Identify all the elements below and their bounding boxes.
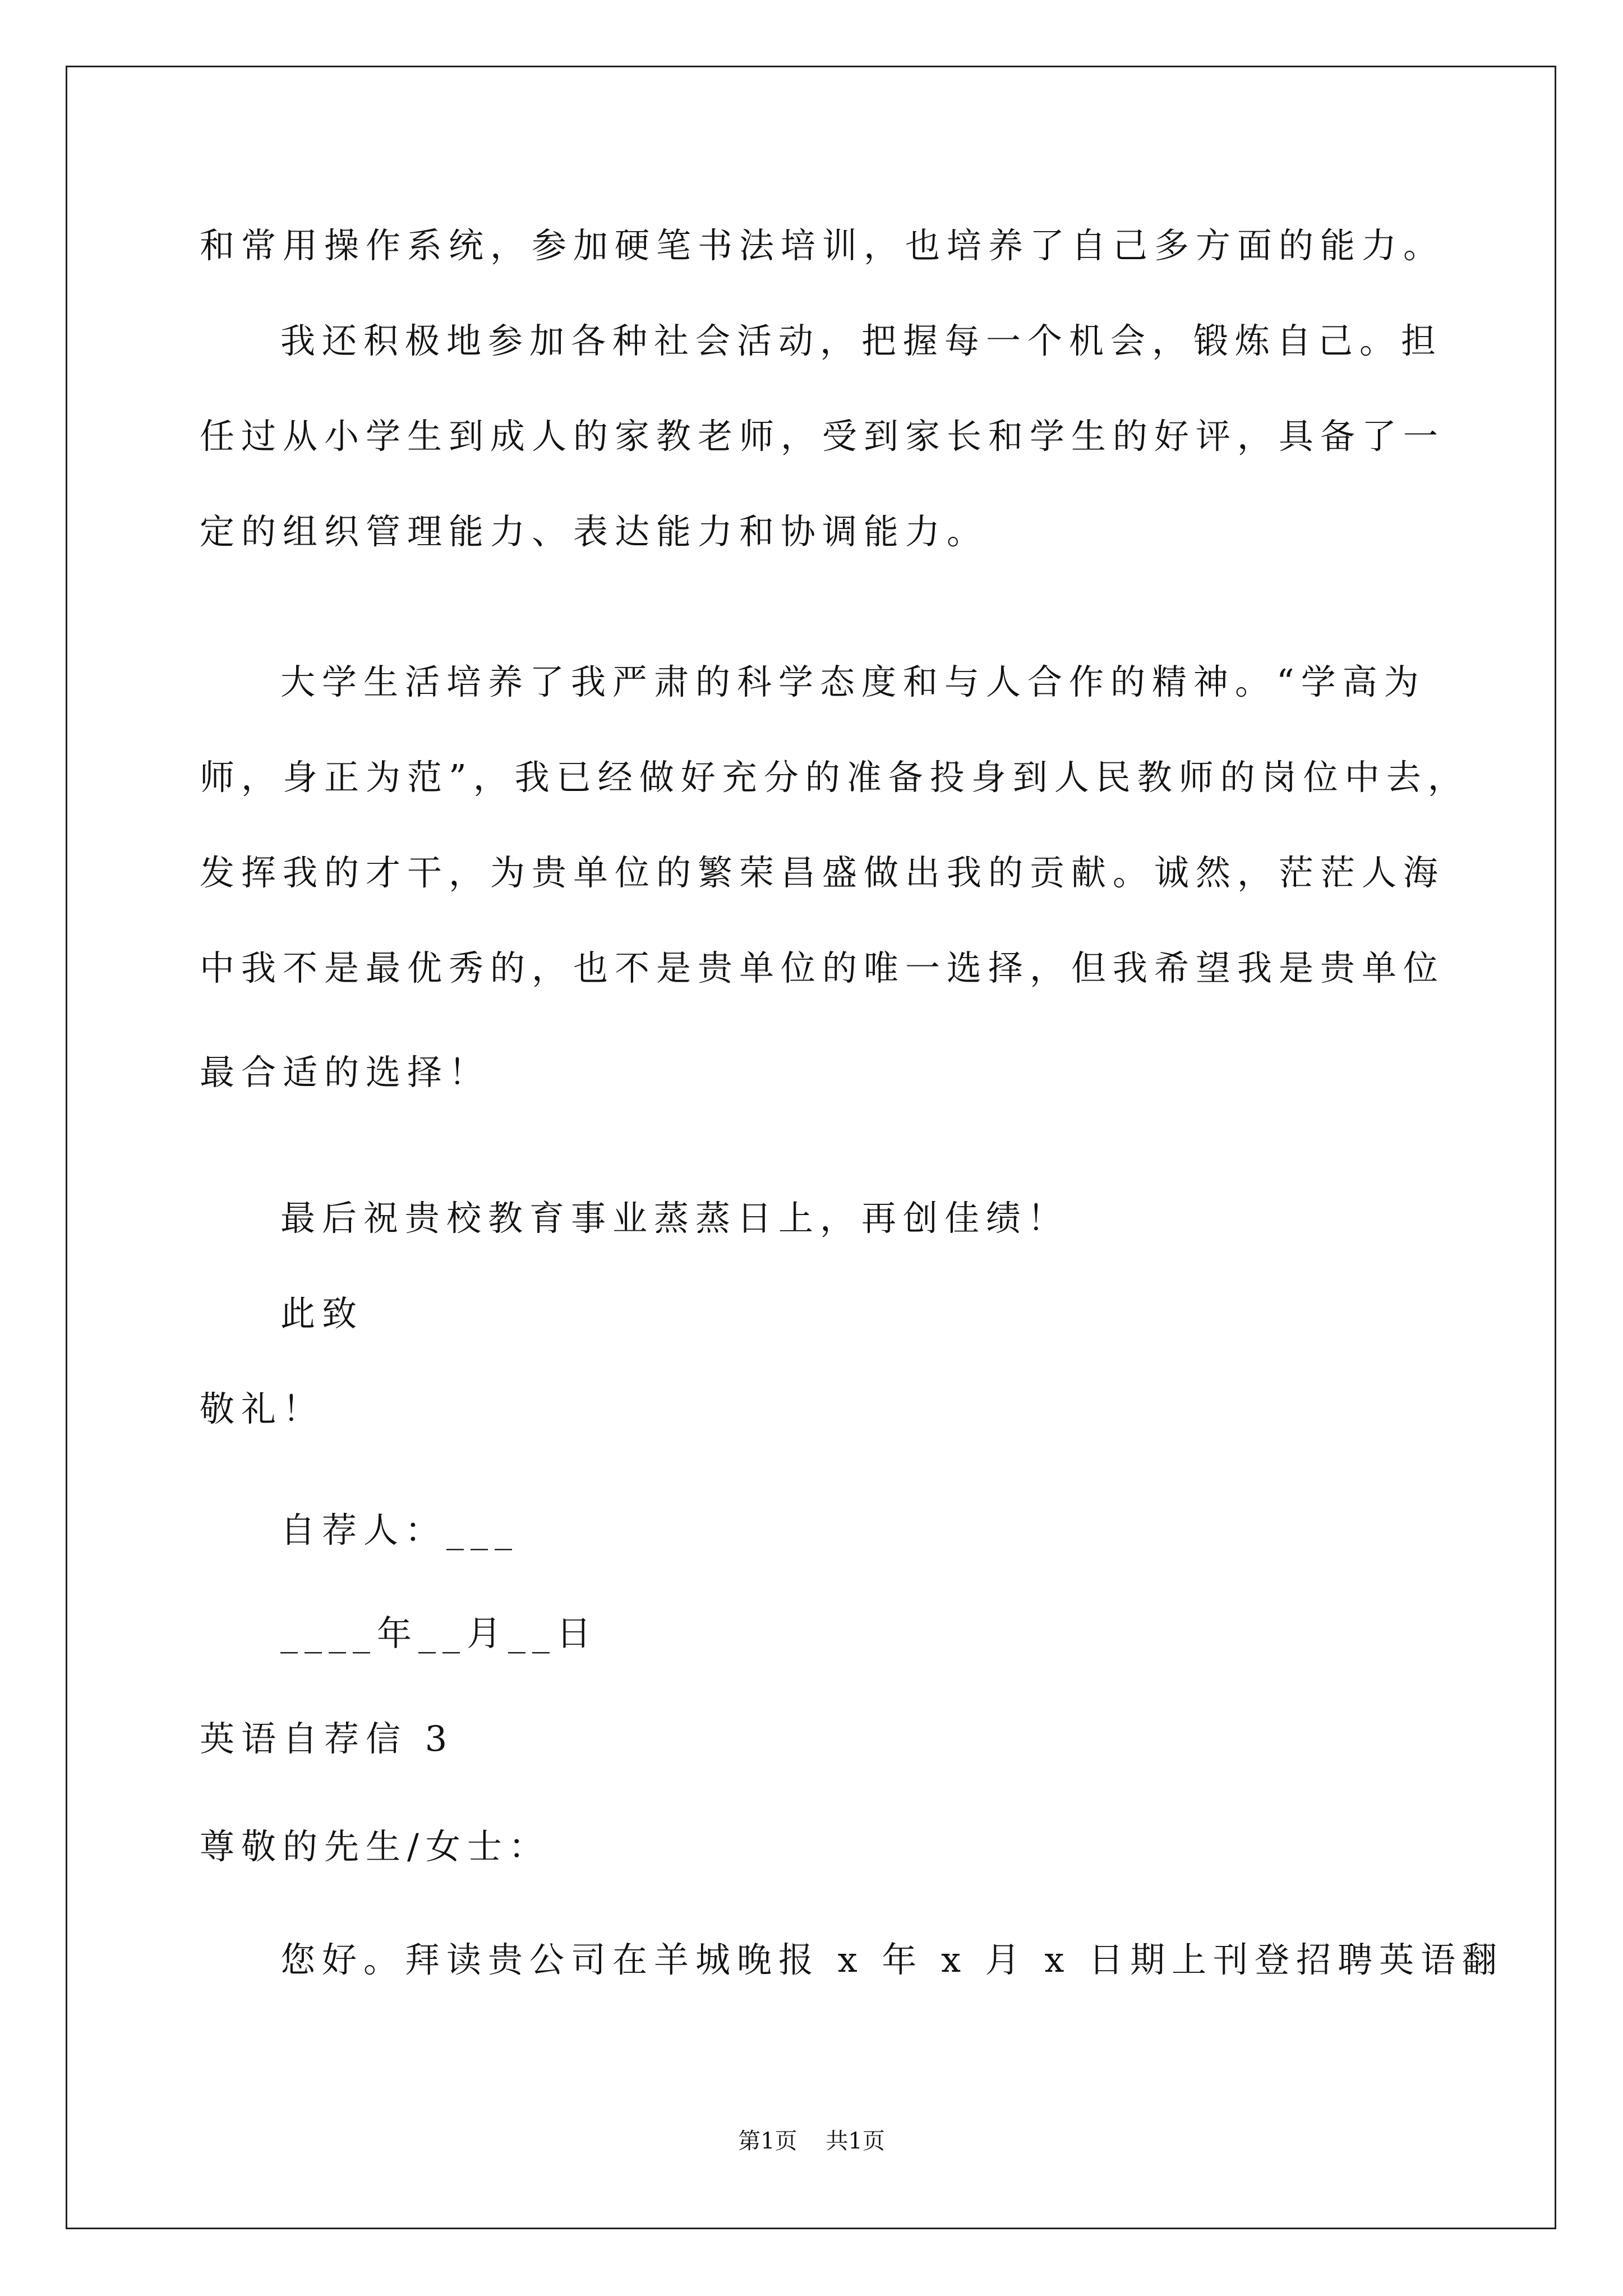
text-line: 最后祝贵校教育事业蒸蒸日上，再创佳绩！: [280, 1198, 1069, 1239]
text-line: 中我不是最优秀的，也不是贵单位的唯一选择，但我希望我是贵单位: [200, 947, 1445, 988]
text-line: 师，身正为范”，我已经做好充分的准备投身到人民教师的岗位中去，: [200, 757, 1469, 798]
date-line: ____年__月__日: [280, 1613, 598, 1654]
text-line: 任过从小学生到成人的家教老师，受到家长和学生的好评，具备了一: [200, 416, 1445, 457]
greeting: 尊敬的先生/女士：: [200, 1826, 550, 1867]
closing-regards: 敬礼！: [200, 1388, 325, 1429]
section-title: 英语自荐信 3: [200, 1718, 454, 1759]
text-line: 您好。拜读贵公司在羊城晚报 x 年 x 月 x 日期上刊登招聘英语翻: [280, 1939, 1504, 1980]
text-line: 我还积极地参加各种社会活动，把握每一个机会，锻炼自己。担: [280, 320, 1443, 361]
page-border: [66, 66, 1556, 2229]
signature-line: 自荐人：___: [280, 1510, 519, 1550]
text-line: 定的组织管理能力、表达能力和协调能力。: [200, 511, 989, 552]
text-line: 大学生活培养了我严肃的科学态度和与人合作的精神。“学高为: [280, 661, 1426, 702]
text-line: 最合适的选择！: [200, 1052, 491, 1093]
text-line: 和常用操作系统，参加硬笔书法培训，也培养了自己多方面的能力。: [200, 225, 1445, 266]
closing-salutation: 此致: [280, 1293, 364, 1334]
text-line: 发挥我的才干，为贵单位的繁荣昌盛做出我的贡献。诚然，茫茫人海: [200, 852, 1445, 893]
page-footer: 第1页 共1页: [738, 2128, 885, 2154]
